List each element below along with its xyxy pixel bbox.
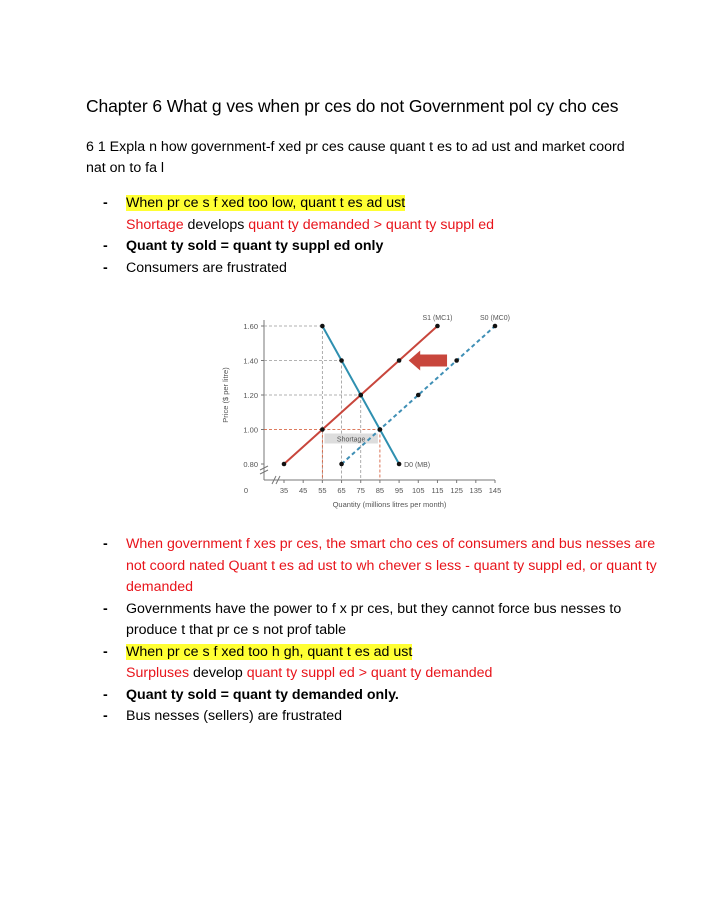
bullet-dash: - — [103, 708, 108, 724]
y-tick-label: 0.80 — [243, 460, 258, 469]
x-tick-label: 55 — [318, 486, 327, 495]
shortage-detail: quant ty demanded > quant ty suppl ed — [248, 216, 494, 233]
bullet-dash: - — [103, 259, 108, 276]
data-point — [282, 462, 287, 467]
y-tick-label: 1.20 — [243, 391, 258, 400]
surplus-term: Surpluses — [126, 665, 190, 681]
list-item-continuation — [103, 663, 663, 685]
list-item — [103, 236, 663, 258]
shortage-label: Shortage — [336, 436, 366, 444]
data-point — [320, 324, 325, 329]
list-item — [103, 599, 663, 642]
y-tick-label: 1.60 — [243, 322, 258, 331]
list-item — [103, 685, 663, 707]
y-axis-label: Price ($ per litre) — [221, 367, 230, 423]
bullet-dash: - — [103, 195, 108, 211]
series-label: D0 (MB) — [404, 462, 431, 469]
data-point — [320, 427, 325, 432]
surplus-detail: quant ty suppl ed > quant ty demanded — [246, 665, 493, 681]
bullet-dash: - — [103, 536, 108, 552]
data-point — [435, 324, 440, 329]
bullet-dash: - — [103, 686, 108, 703]
data-point — [416, 393, 421, 398]
develops-text: develops — [183, 216, 249, 233]
x-tick-label: 85 — [375, 486, 385, 495]
data-point — [397, 358, 402, 363]
develop-text: develop — [189, 665, 247, 681]
x-tick-label: 125 — [450, 486, 463, 495]
x-axis-label: Quantity (millions litres per month) — [332, 500, 447, 509]
bullet-dash: - — [103, 238, 108, 254]
list-item — [103, 258, 663, 280]
highlighted-text: When pr ce s f xed too h gh, quant t es ad ust — [126, 643, 413, 660]
x-tick-label: 95 — [394, 486, 404, 495]
series-label: S1 (MC1) — [422, 315, 453, 322]
list-item — [103, 534, 663, 599]
series-label: S0 (MC0) — [480, 315, 510, 322]
data-point — [493, 324, 498, 329]
data-point — [378, 427, 383, 432]
y-tick-label: 1.40 — [243, 356, 258, 366]
data-point — [339, 462, 344, 467]
list-item — [103, 193, 663, 215]
list-item — [103, 706, 663, 728]
coordination-text: When government f xes pr ces, the smart cho ces of consumers and bus nesses are not coord nated Quant t es ad ust to wh chever s less - quant ty suppl ed, or quant ty demanded — [126, 536, 657, 595]
bullet-list-2 — [103, 534, 663, 728]
chart-layer — [221, 315, 510, 509]
bullet-dash: - — [103, 643, 108, 660]
y-tick-label: 1.00 — [243, 425, 258, 435]
list-item-continuation — [103, 215, 663, 237]
x-tick-label: 75 — [356, 486, 365, 495]
x-tick-label: 45 — [299, 486, 308, 495]
highlighted-text: When pr ce s f xed too low, quant t es ad ust — [126, 195, 406, 211]
x-tick-label: 115 — [431, 486, 444, 495]
shortage-term: Shortage — [126, 216, 184, 233]
subheading: 6 1 Expla n how government-f xed pr ces cause quant t es to ad ust and market coord nat on to fa l — [86, 139, 625, 176]
x-tick-label: 135 — [469, 486, 483, 495]
x-tick-label: 35 — [279, 486, 289, 495]
businesses-text: Bus nesses (sellers) are frustrated — [126, 708, 343, 724]
x-tick-label: 145 — [488, 486, 502, 495]
data-point — [397, 462, 402, 467]
data-point — [454, 358, 459, 363]
price-ceiling-chart — [214, 306, 510, 520]
consumers-text: Consumers are frustrated — [126, 259, 287, 276]
x-tick-label: 65 — [337, 486, 346, 495]
data-point — [358, 393, 363, 398]
shift-arrow — [409, 351, 447, 371]
quantity-sold-text: Quant ty sold = quant ty suppl ed only — [126, 238, 384, 254]
bullet-dash: - — [103, 600, 108, 617]
government-power-text: Governments have the power to f x pr ces, but they cannot force bus nesses to produce t that pr ce s not prof table — [126, 600, 622, 638]
bullet-list-1 — [103, 193, 663, 279]
x-tick-label: 105 — [412, 486, 425, 495]
page-title: Chapter 6 What g ves when pr ces do not Government pol cy cho ces — [86, 96, 619, 116]
list-item — [103, 642, 663, 664]
quantity-sold-demanded-text: Quant ty sold = quant ty demanded only. — [126, 686, 399, 703]
data-point — [339, 358, 344, 363]
x-tick-label: 0 — [243, 486, 249, 495]
